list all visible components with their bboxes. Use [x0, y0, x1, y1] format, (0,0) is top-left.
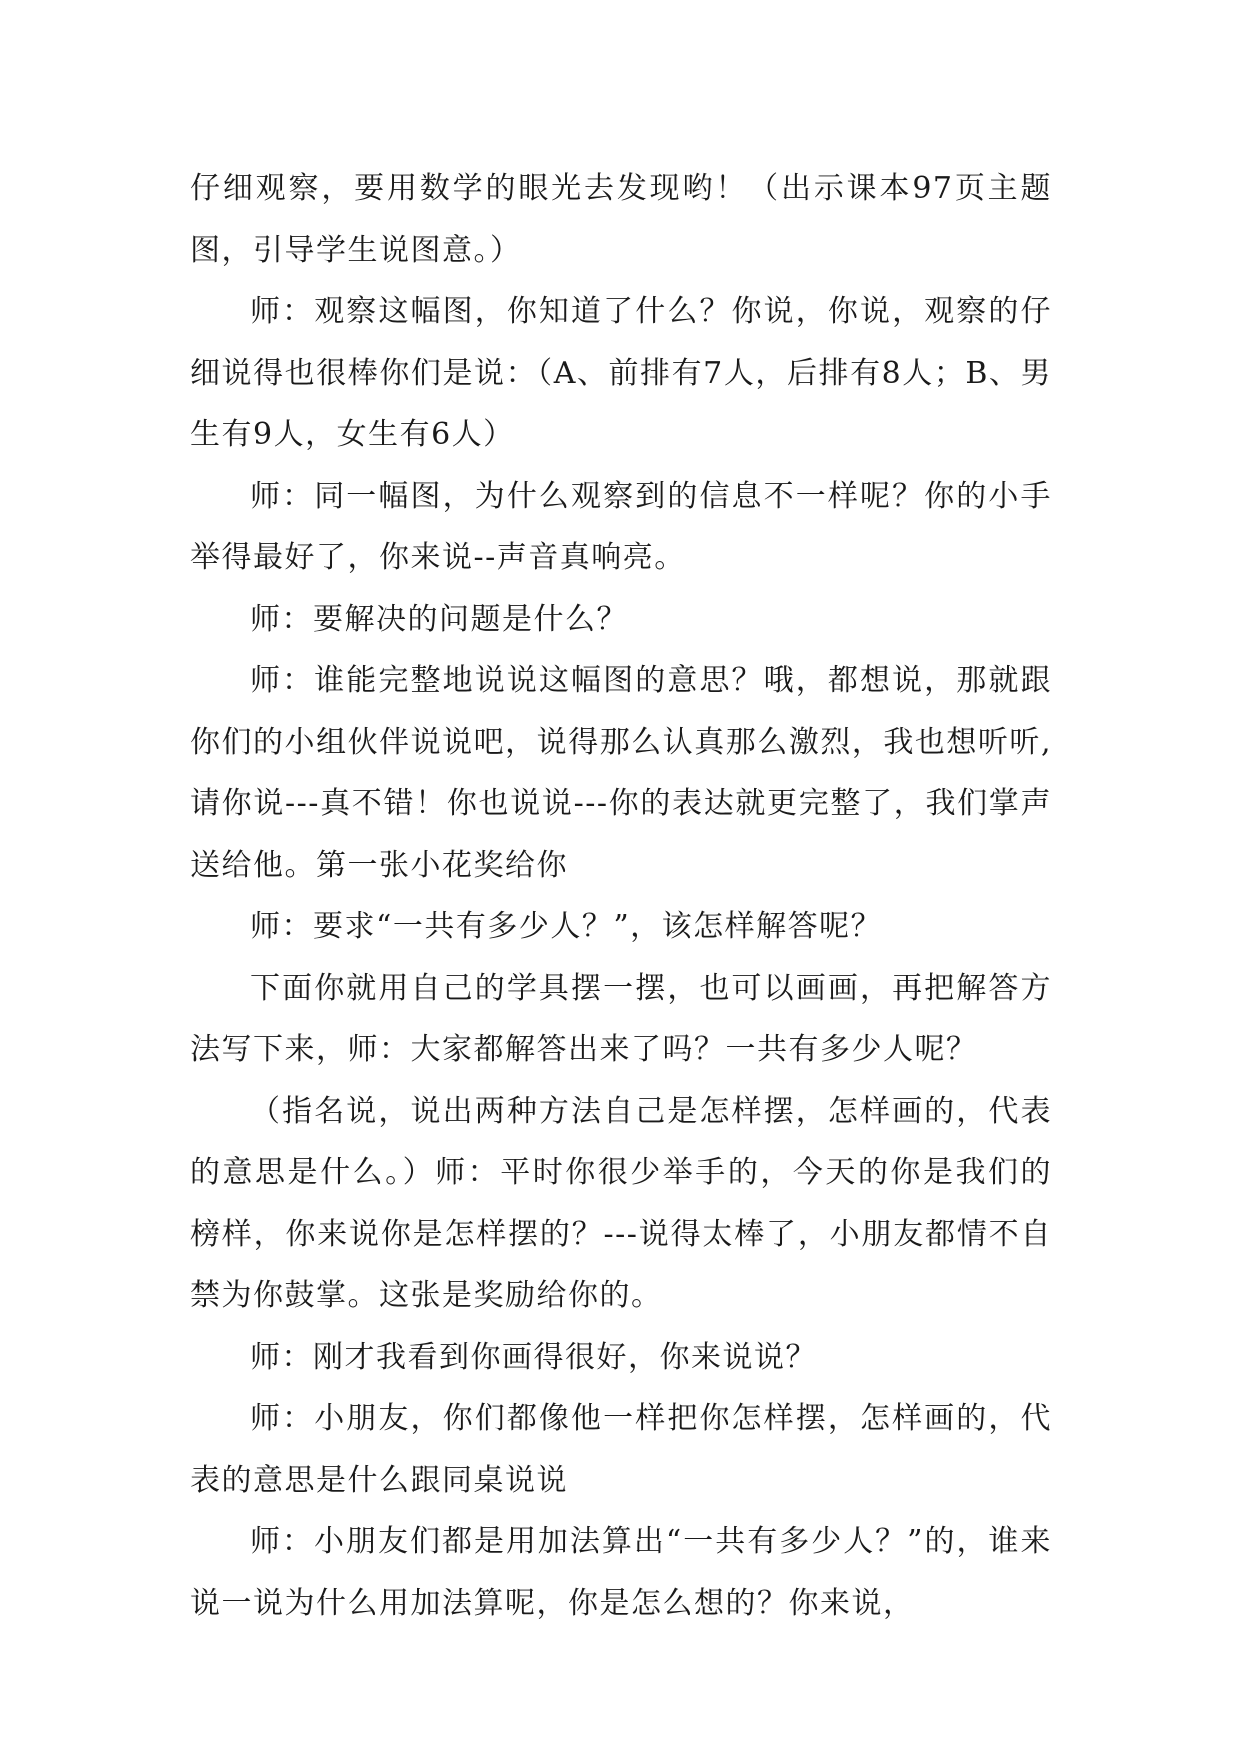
- paragraph-2: 师：观察这幅图，你知道了什么？你说，你说，观察的仔细说得也很棒你们是说：（A、前排有7人，后排有8人；B、男生有9人，女生有6人）: [190, 294, 1052, 452]
- document-body: [190, 158, 1052, 1634]
- paragraph-10: 师：小朋友，你们都像他一样把你怎样摆，怎样画的，代表的意思是什么跟同桌说说: [190, 1401, 1052, 1498]
- paragraph-9: 师：刚才我看到你画得很好，你来说说？: [250, 1339, 817, 1375]
- paragraph-6: 师：要求“一共有多少人？”，该怎样解答呢？: [250, 909, 883, 944]
- paragraph-3: 师：同一幅图，为什么观察到的信息不一样呢？你的小手举得最好了，你来说--声音真响亮。: [190, 478, 1052, 575]
- paragraph-1: 仔细观察，要用数学的眼光去发现哟！（出示课本97页主题图，引导学生说图意。）: [190, 171, 1052, 268]
- paragraph-7: 下面你就用自己的学具摆一摆，也可以画画，再把解答方法写下来，师：大家都解答出来了吗？一共有多少人呢？: [190, 970, 1052, 1067]
- paragraph-11: 师：小朋友们都是用加法算出“一共有多少人？”的，谁来说一说为什么用加法算呢，你是怎么想的？你来说，: [190, 1524, 1052, 1621]
- paragraph-5: 师：谁能完整地说说这幅图的意思？哦，都想说，那就跟你们的小组伙伴说说吧，说得那么认真那么激烈，我也想听听,请你说---真不错！你也说说---你的表达就更完整了，我们掌声送给他。第一张小花奖给你: [190, 663, 1052, 883]
- paragraph-4: 师：要解决的问题是什么？: [250, 601, 628, 637]
- paragraph-8: （指名说，说出两种方法自己是怎样摆，怎样画的，代表的意思是什么。）师：平时你很少举手的，今天的你是我们的榜样，你来说你是怎样摆的？---说得太棒了，小朋友都情不自禁为你鼓掌。这张是奖励给你的。: [190, 1093, 1052, 1313]
